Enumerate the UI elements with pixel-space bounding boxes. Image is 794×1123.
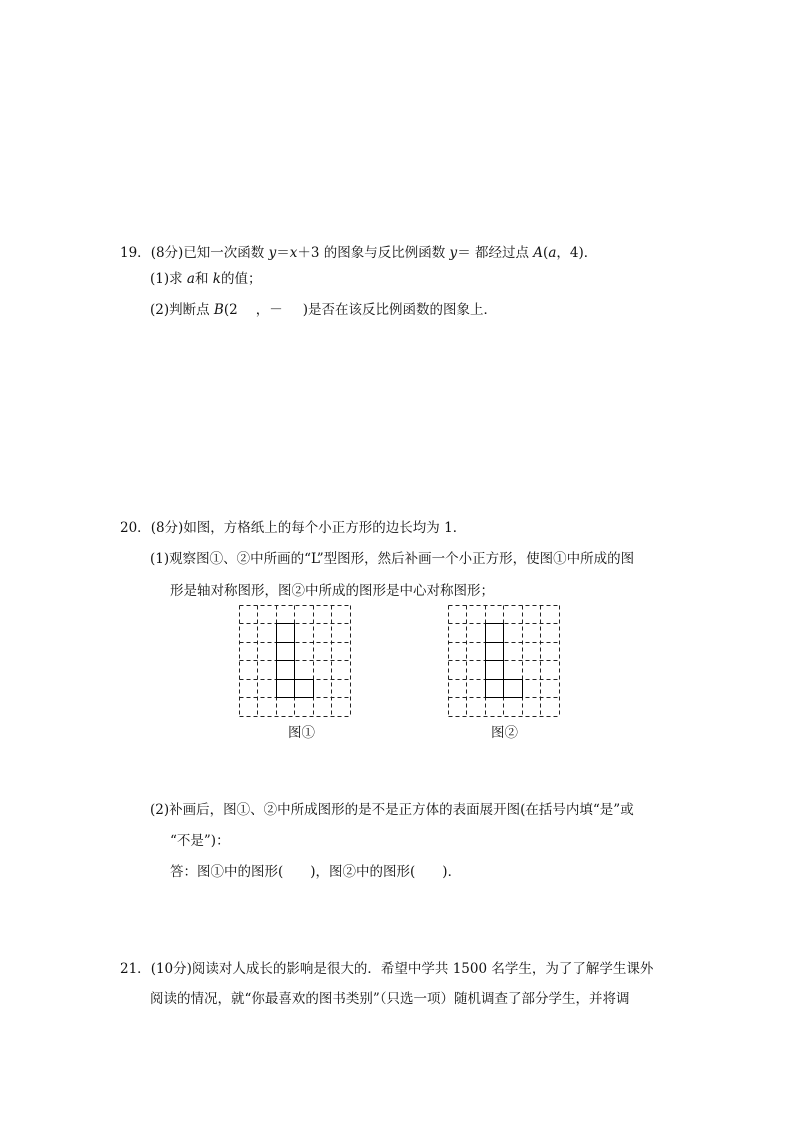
figure-2-grid: [448, 605, 560, 717]
q19-number: 19．: [120, 245, 151, 261]
q20-number: 20．: [120, 520, 151, 536]
l-shape-2: [486, 624, 523, 698]
q19-stem: 19．(8分)已知一次函数 y＝x＋3 的图象与反比例函数 y＝ 都经过点 A(a，4)．: [120, 245, 598, 261]
q21-score: (10分): [150, 961, 192, 977]
q20-part2-line2: “不是”)：: [170, 833, 230, 849]
q20-stem: 20．(8分)如图，方格纸上的每个小正方形的边长均为 1．: [120, 520, 467, 536]
q20-part1-line2: 形是轴对称图形，图②中所成的图形是中心对称图形；: [170, 583, 494, 599]
figure-1-grid: [239, 605, 351, 717]
q19-part1: (1)求 a和 k的值；: [150, 271, 262, 287]
q20-part2-line1: (2)补画后，图①、②中所成图形的是不是正方体的表面展开图(在括号内填“是”或: [150, 802, 634, 818]
q21-number: 21．: [120, 961, 151, 977]
q19-score: (8分): [150, 245, 184, 261]
q21-stem-line2: 阅读的情况，就“你最喜欢的图书类别”（只选一项）随机调查了部分学生，并将调: [150, 991, 630, 1007]
q20-answer: 答：图①中的图形( )，图②中的图形( )．: [170, 864, 462, 880]
q19-part2: (2)判断点 B(2 ，－ )是否在该反比例函数的图象上．: [150, 302, 497, 318]
l-shape-1: [277, 624, 314, 698]
q20-score: (8分): [150, 520, 184, 536]
figure-2-caption: 图②: [491, 725, 518, 741]
q20-part1-line1: (1)观察图①、②中所画的“L”型图形，然后补画一个小正方形，使图①中所成的图: [150, 551, 635, 567]
q21-stem-line1: 21．(10分)阅读对人成长的影响是很大的．希望中学共 1500 名学生，为了了解学生课外: [120, 961, 654, 977]
figure-1-caption: 图①: [288, 725, 315, 741]
